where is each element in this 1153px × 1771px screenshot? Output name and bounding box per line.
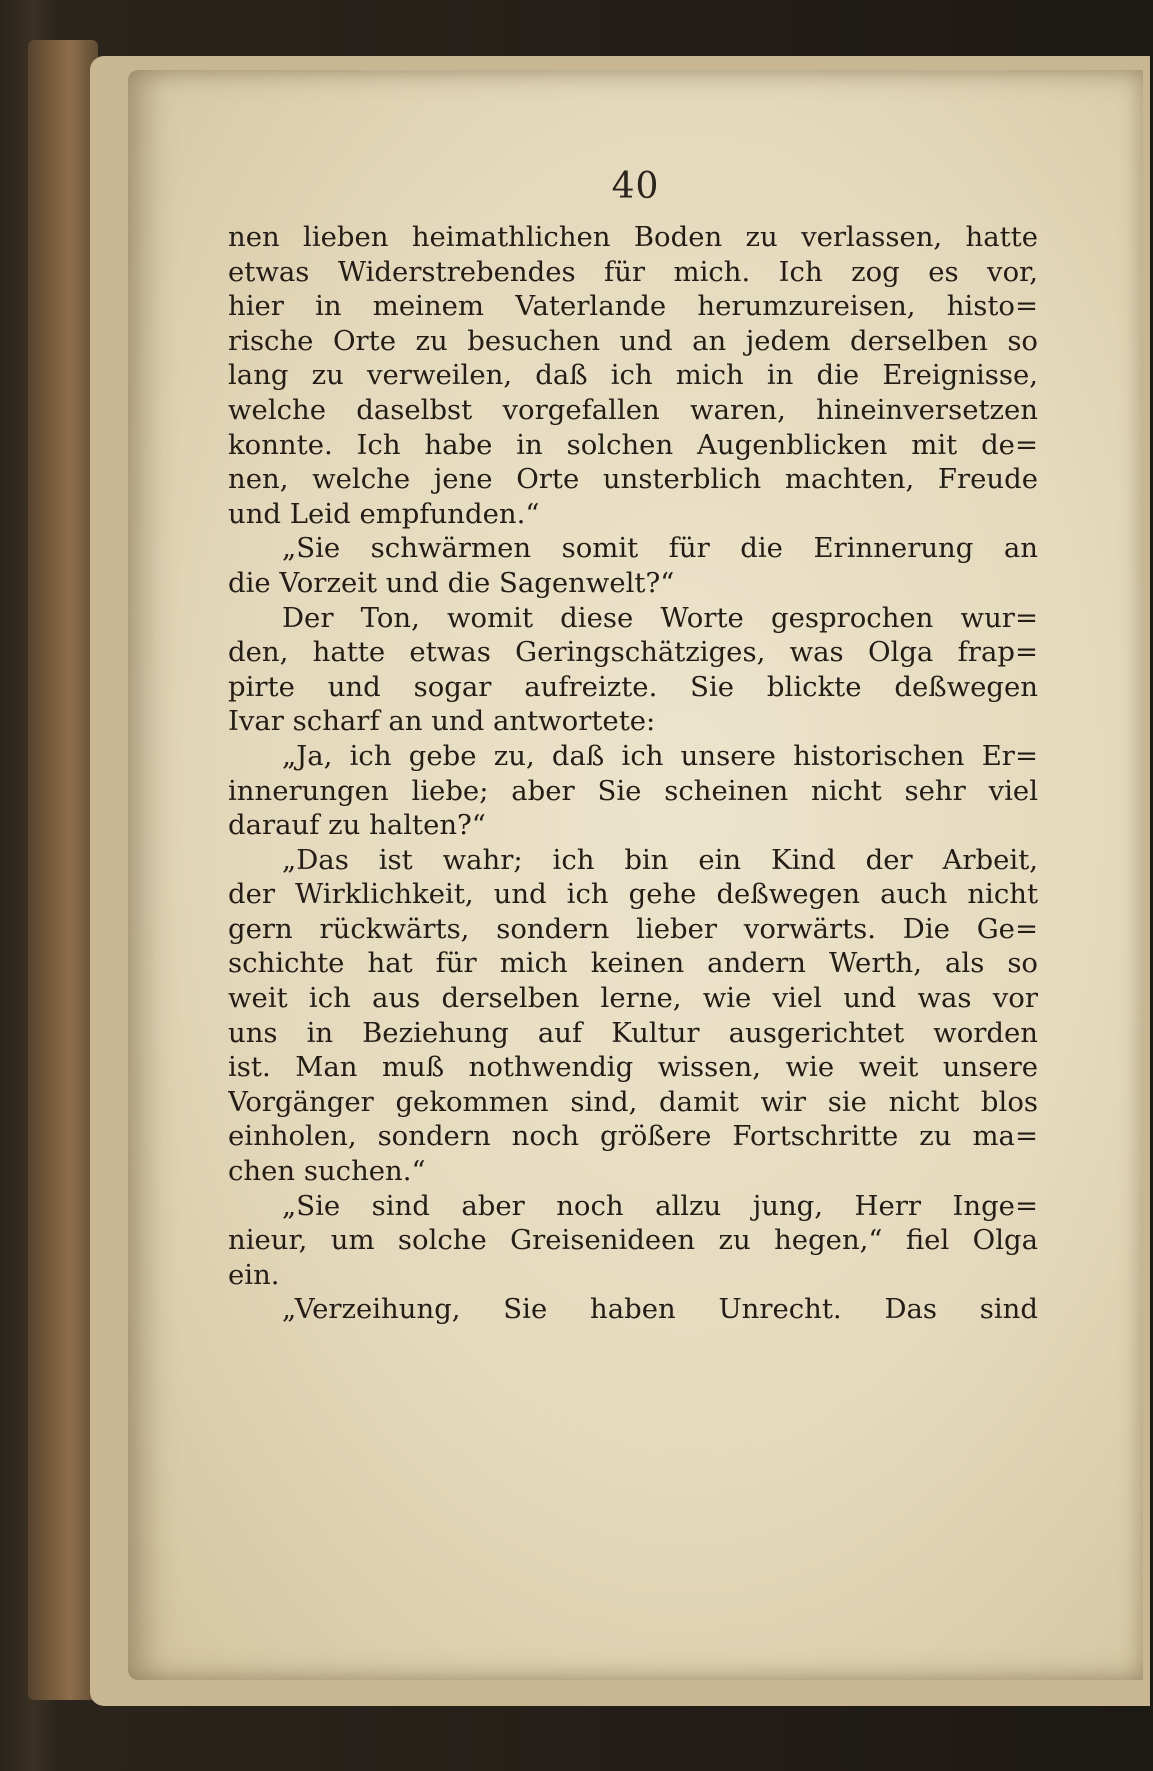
text-line: „Sie schwärmen somit für die Erinnerung an xyxy=(282,532,1038,565)
text-line: Vorgänger gekommen sind, damit wir sie nicht blos xyxy=(228,1085,1038,1118)
text-line: uns in Beziehung auf Kultur ausgerichtet worden xyxy=(228,1016,1038,1049)
text-line: lang zu verweilen, daß ich mich in die Ereignisse, xyxy=(228,359,1038,392)
text-line: „Ja, ich gebe zu, daß ich unsere historischen Er= xyxy=(282,739,1038,772)
text-line: der Wirklichkeit, und ich gehe deßwegen auch nicht xyxy=(228,878,1038,911)
text-line: „Sie sind aber noch allzu jung, Herr Inge= xyxy=(282,1189,1038,1222)
text-line: welche daselbst vorgefallen waren, hineinversetzen xyxy=(228,393,1038,426)
text-line: nieur, um solche Greisenideen zu hegen,“ fiel Olga xyxy=(228,1224,1038,1257)
text-line: nen lieben heimathlichen Boden zu verlassen, hatte xyxy=(228,221,1038,253)
text-line: Ivar scharf an und antwortete: xyxy=(228,705,656,738)
text-line: den, hatte etwas Geringschätziges, was Olga frap= xyxy=(228,636,1038,669)
text-line: „Das ist wahr; ich bin ein Kind der Arbeit, xyxy=(282,843,1038,876)
text-line: chen suchen.“ xyxy=(228,1155,426,1188)
text-line: pirte und sogar aufreizte. Sie blickte deßwegen xyxy=(228,670,1038,703)
text-line: hier in meinem Vaterlande herumzureisen, histo= xyxy=(228,290,1038,323)
text-line: innerungen liebe; aber Sie scheinen nicht sehr viel xyxy=(228,774,1038,807)
text-line: nen, welche jene Orte unsterblich machten, Freude xyxy=(228,463,1038,496)
body-text xyxy=(228,220,1038,1327)
text-line: und Leid empfunden.“ xyxy=(228,497,540,530)
text-line: ist. Man muß nothwendig wissen, wie weit unsere xyxy=(228,1051,1038,1084)
text-line: rische Orte zu besuchen und an jedem derselben so xyxy=(228,324,1038,357)
text-line: die Vorzeit und die Sagenwelt?“ xyxy=(228,566,675,599)
text-line: Der Ton, womit diese Worte gesprochen wur= xyxy=(282,601,1038,634)
text-line: einholen, sondern noch größere Fortschritte zu ma= xyxy=(228,1120,1038,1153)
text-line: darauf zu halten?“ xyxy=(228,809,486,842)
book-page xyxy=(128,70,1143,1680)
text-line: weit ich aus derselben lerne, wie viel und was vor xyxy=(228,982,1038,1015)
book-spine-edge xyxy=(28,40,98,1700)
page-number: 40 xyxy=(611,166,660,207)
text-line: konnte. Ich habe in solchen Augenblicken mit de= xyxy=(228,428,1038,461)
text-line: „Verzeihung, Sie haben Unrecht. Das sind xyxy=(282,1293,1038,1326)
text-line: etwas Widerstrebendes für mich. Ich zog es vor, xyxy=(228,255,1038,288)
text-line: schichte hat für mich keinen andern Werth, als so xyxy=(228,947,1038,980)
text-line: ein. xyxy=(228,1258,280,1291)
text-line: gern rückwärts, sondern lieber vorwärts. Die Ge= xyxy=(228,912,1038,945)
